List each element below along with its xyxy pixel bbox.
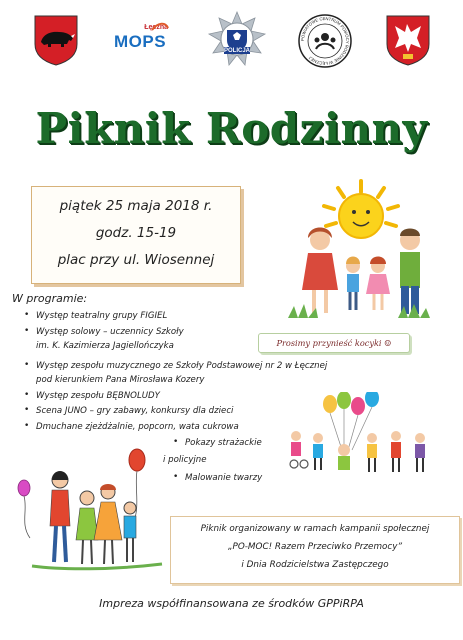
list-item: im. K. Kazimierza Jagiellończyka [36,341,174,351]
event-place: plac przy ul. Wiosennej [57,252,215,268]
mops-town-label: Łęczna [144,24,168,31]
bullet-icon: • [24,326,30,336]
pcpr-stamp-logo [297,13,353,69]
mops-logo [110,20,172,60]
list-item: pod kierunkiem Pana Mirosława Kozery [36,375,205,385]
list-item: Występ solowy – uczennicy Szkoły [36,327,184,337]
mops-name-label: MOPS [114,32,167,51]
list-item: Występ zespołu muzycznego ze Szkoły Podstawowej nr 2 w Łęcznej [36,361,328,371]
organizer-box [170,516,460,584]
list-item: Scena JUNO – gry zabawy, konkursy dla dzieci [36,406,234,416]
bullet-icon: • [24,390,30,400]
police-star-logo [207,10,267,70]
bullet-icon: • [173,472,179,482]
list-item: Malowanie twarzy [185,473,263,483]
funding-footer: Impreza współfinansowana ze środków GPPiRPA [99,597,364,610]
police-label: POLICJA [223,48,250,54]
event-time: godz. 15-19 [95,225,177,241]
bullet-icon: • [24,421,30,431]
page-title: Piknik Rodzinny [35,104,428,153]
list-item: i policyjne [163,455,207,465]
mops-swoosh-icon [110,20,172,60]
coat-of-arms-boar-logo [33,14,79,66]
bullet-icon: • [24,310,30,320]
list-item: Pokazy strażackie [185,438,262,448]
event-date: piątek 25 maja 2018 r. [59,198,213,214]
sun-family-illustration [258,178,448,328]
children-balloons-illustration [282,392,442,480]
sketch-family-illustration [12,440,172,590]
coat-of-arms-eagle-logo [385,14,431,66]
bullet-icon: • [24,405,30,415]
list-item: Dmuchane zjeżdżalnie, popcorn, wata cukrowa [36,422,239,432]
blanket-note-box: Prosimy przynieść kocyki ☺ [258,333,410,353]
bullet-icon: • [173,437,179,447]
program-heading: W programie: [12,292,88,305]
list-item: Występ teatralny grupy FIGIEL [36,311,168,321]
organizer-line-2: „PO-MOC! Razem Przeciwko Przemocy” [227,542,403,552]
organizer-line-1: Piknik organizowany w ramach kampanii społecznej [200,524,430,534]
event-info-box [31,186,241,284]
list-item: Występ zespołu BĘBNOLUDY [36,391,160,401]
pcpr-ring-text: POWIATOWE CENTRUM POMOCY RODZINIE W ŁĘCZNEJ [299,15,351,67]
organizer-line-3: i Dnia Rodzicielstwa Zastępczego [241,560,389,570]
bullet-icon: • [24,360,30,370]
